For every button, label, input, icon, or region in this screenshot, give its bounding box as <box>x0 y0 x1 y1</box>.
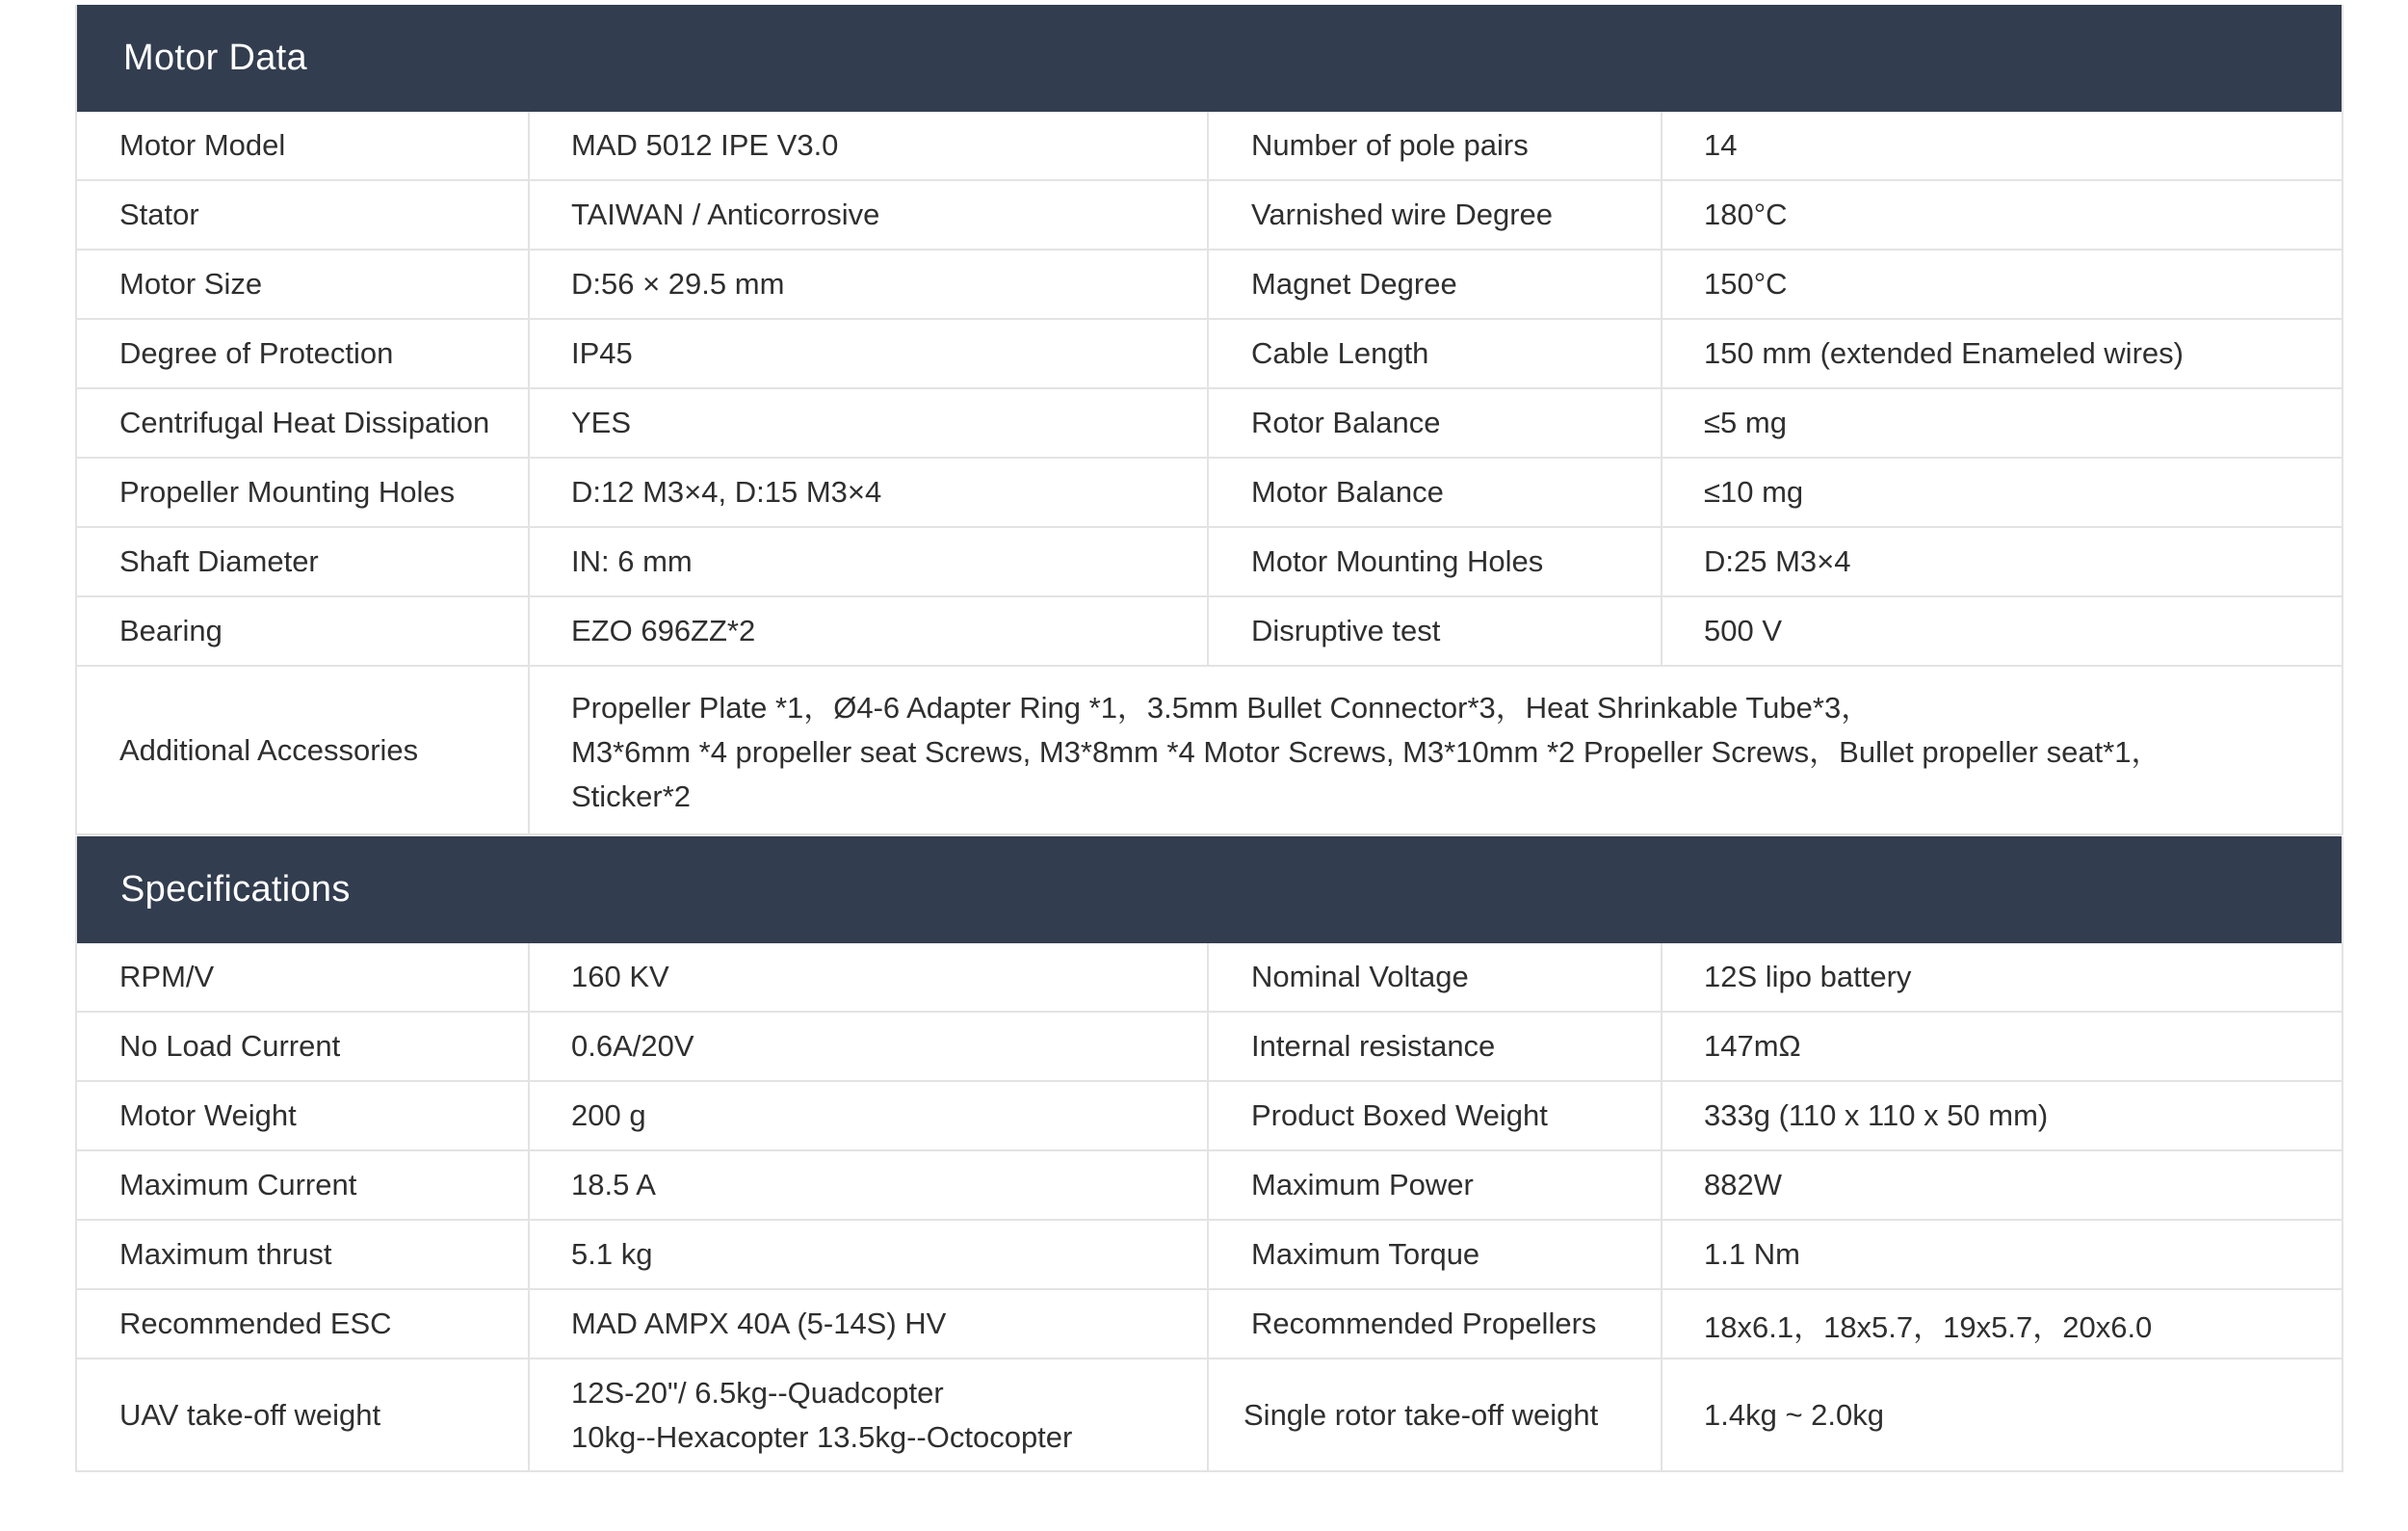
table-cell-value: D:12 M3×4, D:15 M3×4 <box>530 459 1209 528</box>
table-cell-value: ≤10 mg <box>1662 459 2342 528</box>
table-cell-label: Internal resistance <box>1209 1013 1662 1082</box>
table-cell-value: MAD 5012 IPE V3.0 <box>530 112 1209 181</box>
table-cell-label: Bearing <box>77 597 530 667</box>
table-cell-label: Motor Mounting Holes <box>1209 528 1662 597</box>
table-cell-label: No Load Current <box>77 1013 530 1082</box>
uav-takeoff-line-1: 12S-20"/ 6.5kg--Quadcopter <box>571 1375 944 1410</box>
table-cell-value: 160 KV <box>530 943 1209 1013</box>
uav-takeoff-line-2: 10kg--Hexacopter 13.5kg--Octocopter <box>571 1419 1073 1454</box>
table-cell-value: D:25 M3×4 <box>1662 528 2342 597</box>
table-cell-value: EZO 696ZZ*2 <box>530 597 1209 667</box>
motor-data-table <box>75 5 2343 835</box>
table-cell-label: Maximum Current <box>77 1151 530 1221</box>
accessories-value <box>530 667 2342 835</box>
uav-takeoff-value <box>530 1359 1209 1472</box>
accessories-line-2: M3*6mm *4 propeller seat Screws, M3*8mm *4 Motor Screws, M3*10mm *2 Propeller Screws，Bullet propeller seat*1， <box>571 734 2161 769</box>
table-cell-label: Recommended Propellers <box>1209 1290 1662 1359</box>
table-cell-value: 333g (110 x 110 x 50 mm) <box>1662 1082 2342 1151</box>
table-cell-label: Cable Length <box>1209 320 1662 389</box>
table-cell-label: Magnet Degree <box>1209 251 1662 320</box>
table-cell-value: 18.5 A <box>530 1151 1209 1221</box>
table-cell-label: Recommended ESC <box>77 1290 530 1359</box>
table-cell-label: Nominal Voltage <box>1209 943 1662 1013</box>
table-cell-value: 147mΩ <box>1662 1013 2342 1082</box>
table-cell-value: 5.1 kg <box>530 1221 1209 1290</box>
single-rotor-takeoff-label: Single rotor take-off weight <box>1209 1359 1662 1472</box>
table-cell-label: Varnished wire Degree <box>1209 181 1662 251</box>
table-cell-value: YES <box>530 389 1209 459</box>
table-cell-label: Rotor Balance <box>1209 389 1662 459</box>
table-cell-value: TAIWAN / Anticorrosive <box>530 181 1209 251</box>
uav-takeoff-label: UAV take-off weight <box>77 1359 530 1472</box>
specifications-grid <box>77 943 2342 1472</box>
single-rotor-takeoff-value: 1.4kg ~ 2.0kg <box>1662 1359 2342 1472</box>
table-cell-label: Shaft Diameter <box>77 528 530 597</box>
specifications-table <box>75 836 2343 1472</box>
accessories-label: Additional Accessories <box>77 667 530 835</box>
table-cell-value: 200 g <box>530 1082 1209 1151</box>
table-cell-value: 150 mm (extended Enameled wires) <box>1662 320 2342 389</box>
table-cell-label: Degree of Protection <box>77 320 530 389</box>
table-cell-value: 150°C <box>1662 251 2342 320</box>
table-cell-label: Motor Weight <box>77 1082 530 1151</box>
table-cell-value: ≤5 mg <box>1662 389 2342 459</box>
table-cell-value: 14 <box>1662 112 2342 181</box>
table-cell-label: Centrifugal Heat Dissipation <box>77 389 530 459</box>
table-cell-label: Maximum Power <box>1209 1151 1662 1221</box>
table-cell-value: 500 V <box>1662 597 2342 667</box>
table-cell-value: 882W <box>1662 1151 2342 1221</box>
table-cell-value: D:56 × 29.5 mm <box>530 251 1209 320</box>
table-cell-value: 1.1 Nm <box>1662 1221 2342 1290</box>
table-cell-label: Number of pole pairs <box>1209 112 1662 181</box>
accessories-line-3: Sticker*2 <box>571 779 692 813</box>
table-cell-value: IN: 6 mm <box>530 528 1209 597</box>
table-cell-label: Maximum thrust <box>77 1221 530 1290</box>
table-cell-value: 180°C <box>1662 181 2342 251</box>
table-cell-label: Product Boxed Weight <box>1209 1082 1662 1151</box>
table-cell-label: Motor Model <box>77 112 530 181</box>
table-cell-value: IP45 <box>530 320 1209 389</box>
table-cell-value: MAD AMPX 40A (5-14S) HV <box>530 1290 1209 1359</box>
table-cell-value: 0.6A/20V <box>530 1013 1209 1082</box>
table-cell-value: 18x6.1，18x5.7，19x5.7，20x6.0 <box>1662 1290 2342 1359</box>
table-cell-label: Disruptive test <box>1209 597 1662 667</box>
table-cell-label: RPM/V <box>77 943 530 1013</box>
motor-data-grid <box>77 112 2342 835</box>
motor-data-header: Motor Data <box>77 5 2342 112</box>
table-cell-label: Stator <box>77 181 530 251</box>
table-cell-label: Motor Size <box>77 251 530 320</box>
specifications-header: Specifications <box>77 836 2342 943</box>
table-cell-label: Propeller Mounting Holes <box>77 459 530 528</box>
table-cell-label: Motor Balance <box>1209 459 1662 528</box>
table-cell-value: 12S lipo battery <box>1662 943 2342 1013</box>
table-cell-label: Maximum Torque <box>1209 1221 1662 1290</box>
accessories-line-1: Propeller Plate *1，Ø4-6 Adapter Ring *1，3.5mm Bullet Connector*3，Heat Shrinkable Tube*3， <box>571 690 1871 725</box>
